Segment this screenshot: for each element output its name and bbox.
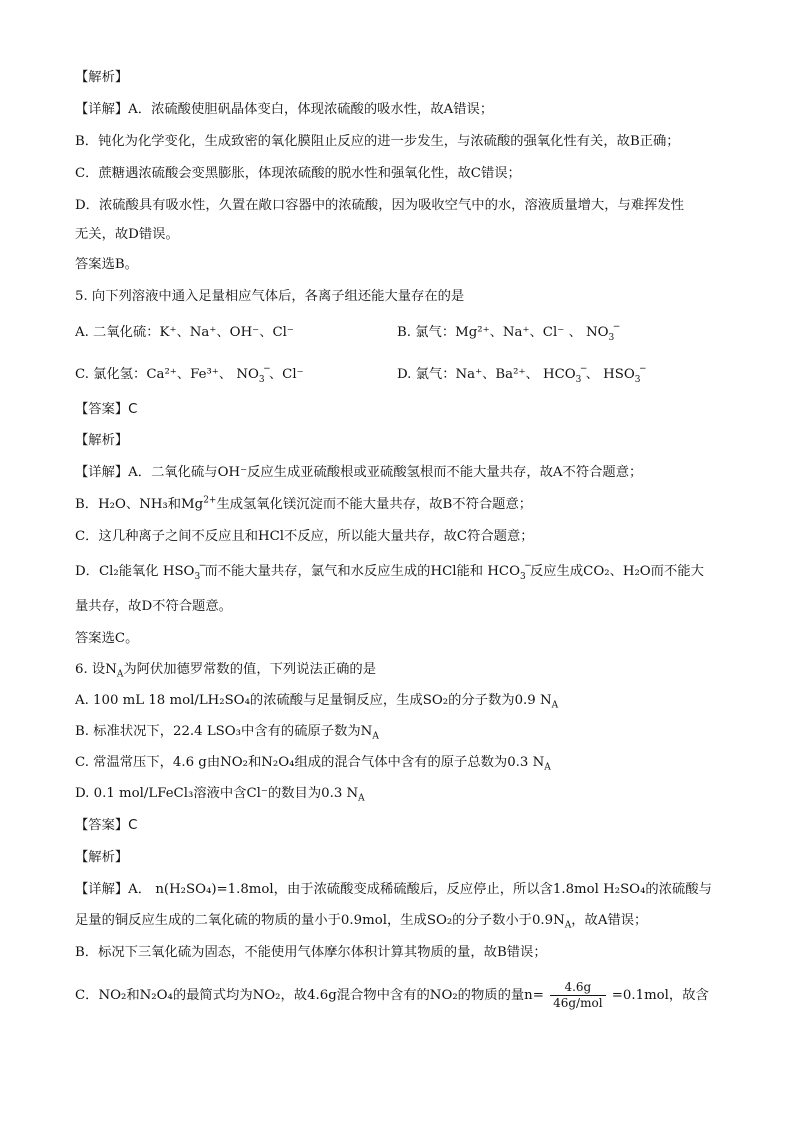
q5-option-c: C. 氯化氢：Ca²⁺、Fe³⁺、 $NO_3$ − 、Cl⁻ [75, 366, 304, 389]
q5-option-d: D. 氯气：Na⁺、Ba²⁺、 $HCO_3$ − 、 $HSO_3$ − [397, 366, 641, 389]
q5-option-b: B. 氯气：Mg²⁺、Na⁺、Cl⁻ 、 $NO_3$ − [397, 324, 614, 347]
detail-6c: C．NO₂和N₂O₄的最简式均为NO₂，故4.6g混合物中含有的NO₂的物质的量n= $\frac{4.6g}{\text{46g/mol}}$ =0.1mol，故含 [75, 980, 709, 1010]
answer-5: 答案选C。 [75, 631, 139, 646]
analysis-tag-4: 【解析】 [75, 70, 129, 85]
nitrate-ion: $NO_3$ − [236, 364, 271, 385]
detail-4c: C．蔗糖遇浓硫酸会变黑膨胀，体现浓硫酸的脱水性和强氧化性，故C错误； [75, 166, 521, 181]
bicarbonate-ion: $HCO_3$ − [487, 561, 532, 582]
bisulfite-ion: $HSO_3$ − [162, 561, 207, 582]
moles-fraction: $\frac{4.6g}{\text{46g/mol}}$ [550, 980, 605, 1011]
answer-tag-5: 【答案】C [75, 402, 138, 417]
detail-4d: D．浓硫酸具有吸水性，久置在敞口容器中的浓硫酸，因为吸收空气中的水，溶液质量增大，与难挥发性 [75, 198, 685, 213]
detail-6a-cont: 足量的铜反应生成的二氧化硫的物质的量小于0.9mol，生成SO₂的分子数小于$0.9N_A$，故A错误； [75, 913, 648, 931]
q6-option-a: A. 100 mL 18 mol/LH₂SO₄的浓硫酸与足量铜反应，生成SO₂的分子数为0.9 $N_A$ [75, 693, 559, 711]
detail-6a: 【详解】A． n(H₂SO₄)=1.8mol，由于浓硫酸变成稀硫酸后，反应停止，所以含1.8mol H₂SO₄的浓硫酸与 [75, 882, 712, 897]
detail-6b: B．标况下三氧化硫为固态，不能使用气体摩尔体积计算其物质的量，故B错误； [75, 945, 547, 960]
q6-option-d: D. 0.1 mol/LFeCl₃溶液中含Cl⁻的数目为0.3 $N_A$ [75, 786, 365, 804]
detail-4a: 【详解】A．浓硫酸使胆矾晶体变白，体现浓硫酸的吸水性，故A错误； [75, 102, 494, 117]
answer-tag-6: 【答案】C [75, 818, 138, 833]
q6-option-c: C. 常温常压下，4.6 g由NO₂和N₂O₄组成的混合气体中含有的原子总数为0.3 $N_A$ [75, 755, 551, 773]
detail-5d: D．Cl₂能氧化 $HSO_3$ − 而不能大量共存，氯气和水反应生成的HCl能和 $HCO_3$ − 反应生成CO₂、H₂O而不能大 [75, 563, 704, 586]
q5-option-a: A. 二氧化硫：K⁺、Na⁺、OH⁻、Cl⁻ [75, 325, 294, 340]
analysis-tag-6: 【解析】 [75, 850, 129, 865]
detail-5c: C．这几种离子之间不反应且和HCl不反应，所以能大量共存，故C符合题意； [75, 529, 534, 544]
detail-4b: B．钝化为化学变化，生成致密的氧化膜阻止反应的进一步发生，与浓硫酸的强氧化性有关，故B正确； [75, 134, 680, 149]
question-6: 6. 设$N_A$为阿伏加德罗常数的值，下列说法正确的是 [75, 662, 376, 680]
detail-5b: B．H₂O、NH₃和$Mg^{2+}$生成氢氧化镁沉淀而不能大量共存，故B不符合题意； [75, 495, 533, 512]
question-5: 5. 向下列溶液中通入足量相应气体后，各离子组还能大量存在的是 [75, 289, 465, 304]
answer-4: 答案选B。 [75, 257, 138, 272]
bisulfite-ion: $HSO_3$ − [603, 364, 647, 385]
analysis-tag-5: 【解析】 [75, 433, 129, 448]
nitrate-ion: $NO_3$ − [585, 322, 621, 343]
bicarbonate-ion: $HCO_3$ − [543, 364, 588, 385]
detail-5a: 【详解】A．二氧化硫与OH⁻反应生成亚硫酸根或亚硫酸氢根而不能大量共存，故A不符合题意； [75, 465, 643, 480]
detail-4d-cont: 无关，故D错误。 [75, 227, 179, 242]
q6-option-b: B. 标准状况下，22.4 LSO₃中含有的硫原子数为$N_A$ [75, 724, 379, 742]
detail-5d-cont: 量共存，故D不符合题意。 [75, 599, 232, 614]
